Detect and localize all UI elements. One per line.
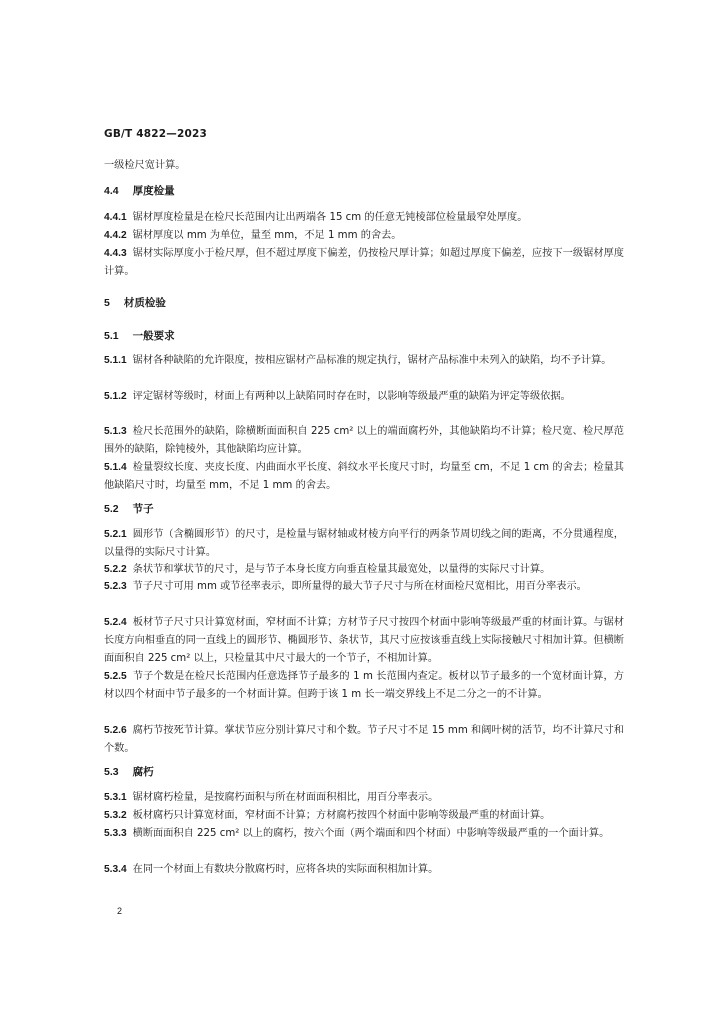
clause-number: 5.3.3 xyxy=(104,828,127,839)
clause-number: 5.3.2 xyxy=(104,810,127,821)
clause-number: 5.1.4 xyxy=(104,462,127,473)
paragraph-text: 检量裂纹长度、夹皮长度、内曲面水平长度、斜纹水平长度尺寸时，均量至 cm，不足 1 cm 的舍去；检量其他缺陷尺寸时，均量至 mm，不足 1 mm 的舍去。 xyxy=(104,462,624,491)
paragraph-5-3-3 xyxy=(104,825,624,843)
paragraph-text: 板材腐朽只计算宽材面，窄材面不计算；方材腐朽按四个材面中影响等级最严重的材面计算。 xyxy=(132,810,551,821)
paragraph-text: 锯材实际厚度小于检尺厚，但不超过厚度下偏差，仍按检尺厚计算；如超过厚度下偏差，应按下一级锯材厚度计算。 xyxy=(104,248,624,277)
paragraph-5-1-3 xyxy=(104,423,624,459)
heading-text: 材质检验 xyxy=(123,297,166,309)
heading-number: 5 xyxy=(104,297,110,309)
paragraph-5-3-2 xyxy=(104,807,624,825)
paragraph-text: 圆形节（含椭圆形节）的尺寸，是检量与锯材轴或材棱方向平行的两条节周切线之间的距离，不分贯通程度，以量得的实际尺寸计算。 xyxy=(104,529,624,558)
heading-5-3 xyxy=(104,764,154,779)
clause-number: 5.1.1 xyxy=(104,355,127,366)
heading-text: 一般要求 xyxy=(132,330,175,342)
paragraph-5-3-4 xyxy=(104,861,624,879)
clause-number: 5.2.3 xyxy=(104,581,127,592)
paragraph-text: 横断面面积自 225 cm² 以上的腐朽，按六个面（两个端面和四个材面）中影响等级最严重的一个面计算。 xyxy=(132,828,610,839)
heading-number: 5.2 xyxy=(104,503,119,515)
paragraph-text: 板材节子尺寸只计算宽材面，窄材面不计算；方材节子尺寸按四个材面中影响等级最严重的材面计算。与锯材长度方向相垂直的同一直线上的圆形节、椭圆形节、条状节，其尺寸应按该垂直线上实际接触尺寸相加计算。但横断面面积自 225 cm² 以上，只检量其中尺寸最大的一个节子，不相加计算。 xyxy=(104,617,624,664)
paragraph-text: 节子尺寸可用 mm 或节径率表示，即所量得的最大节子尺寸与所在材面检尺宽相比，用百分率表示。 xyxy=(132,581,587,592)
clause-number: 5.2.5 xyxy=(104,671,127,682)
paragraph-text: 腐朽节按死节计算。掌状节应分别计算尺寸和个数。节子尺寸不足 15 mm 和阔叶树的活节，均不计算尺寸和个数。 xyxy=(104,725,624,754)
paragraph-5-1-4 xyxy=(104,459,624,495)
clause-number: 5.3.4 xyxy=(104,864,127,875)
standard-number: GB/T 4822—2023 xyxy=(104,128,208,140)
clause-number: 4.4.2 xyxy=(104,230,127,241)
heading-number: 5.3 xyxy=(104,766,119,778)
clause-number: 5.2.6 xyxy=(104,725,127,736)
clause-number: 5.2.2 xyxy=(104,564,127,575)
paragraph-5-2-6 xyxy=(104,722,624,758)
clause-number: 5.2.4 xyxy=(104,617,127,628)
heading-5-1 xyxy=(104,328,175,343)
paragraph-text: 锯材厚度检量是在检尺长范围内让出两端各 15 cm 的任意无钝棱部位检量最窄处厚度。 xyxy=(132,212,528,223)
paragraph-text: 检尺长范围外的缺陷，除横断面面积自 225 cm² 以上的端面腐朽外，其他缺陷均不计算；检尺宽、检尺厚范围外的缺陷，除钝棱外，其他缺陷均应计算。 xyxy=(104,426,624,455)
paragraph-text: 在同一个材面上有数块分散腐朽时，应将各块的实际面积相加计算。 xyxy=(132,864,439,875)
paragraph-text: 评定锯材等级时，材面上有两种以上缺陷同时存在时，以影响等级最严重的缺陷为评定等级依据。 xyxy=(132,391,571,402)
paragraph-text: 锯材各种缺陷的允许限度，按相应锯材产品标准的规定执行，锯材产品标准中未列入的缺陷，均不予计算。 xyxy=(132,355,612,366)
paragraph-5-2-2 xyxy=(104,561,624,579)
paragraph-4-4-1 xyxy=(104,209,624,227)
paragraph-text: 条状节和掌状节的尺寸，是与节子本身长度方向垂直检量其最宽处，以量得的实际尺寸计算。 xyxy=(132,564,551,575)
paragraph-4-4-2 xyxy=(104,227,624,245)
paragraph-text: 锯材厚度以 mm 为单位，量至 mm，不足 1 mm 的舍去。 xyxy=(132,230,402,241)
heading-text: 节子 xyxy=(132,503,154,515)
paragraph-5-1-2 xyxy=(104,388,624,406)
paragraph-text: 锯材腐朽检量，是按腐朽面积与所在材面面积相比，用百分率表示。 xyxy=(132,792,439,803)
paragraph-4-4-3 xyxy=(104,245,624,281)
clause-number: 4.4.1 xyxy=(104,212,127,223)
heading-4-4 xyxy=(104,183,175,198)
clause-number: 5.2.1 xyxy=(104,529,127,540)
paragraph-5-2-5 xyxy=(104,668,624,704)
clause-number: 5.3.1 xyxy=(104,792,127,803)
paragraph-text: 一级检尺宽计算。 xyxy=(104,160,186,171)
paragraph-5-2-4 xyxy=(104,614,624,668)
paragraph-5-3-1 xyxy=(104,789,624,807)
page-number: 2 xyxy=(117,906,123,916)
paragraph-5-2-3 xyxy=(104,578,624,596)
heading-number: 4.4 xyxy=(104,185,119,197)
paragraph-5-2-1 xyxy=(104,526,624,562)
clause-number: 5.1.3 xyxy=(104,426,127,437)
heading-text: 厚度检量 xyxy=(132,185,175,197)
paragraph-continuation xyxy=(104,157,624,175)
heading-5-2 xyxy=(104,501,154,516)
heading-number: 5.1 xyxy=(104,330,119,342)
clause-number: 4.4.3 xyxy=(104,248,127,259)
heading-5 xyxy=(104,295,166,310)
heading-text: 腐朽 xyxy=(132,766,154,778)
clause-number: 5.1.2 xyxy=(104,391,127,402)
paragraph-text: 节子个数是在检尺长范围内任意选择节子最多的 1 m 长范围内查定。板材以节子最多的一个宽材面计算，方材以四个材面中节子最多的一个材面计算。但跨于该 1 m 长一端交界线上不足二分之一的不计算。 xyxy=(104,671,624,700)
paragraph-5-1-1 xyxy=(104,352,624,370)
